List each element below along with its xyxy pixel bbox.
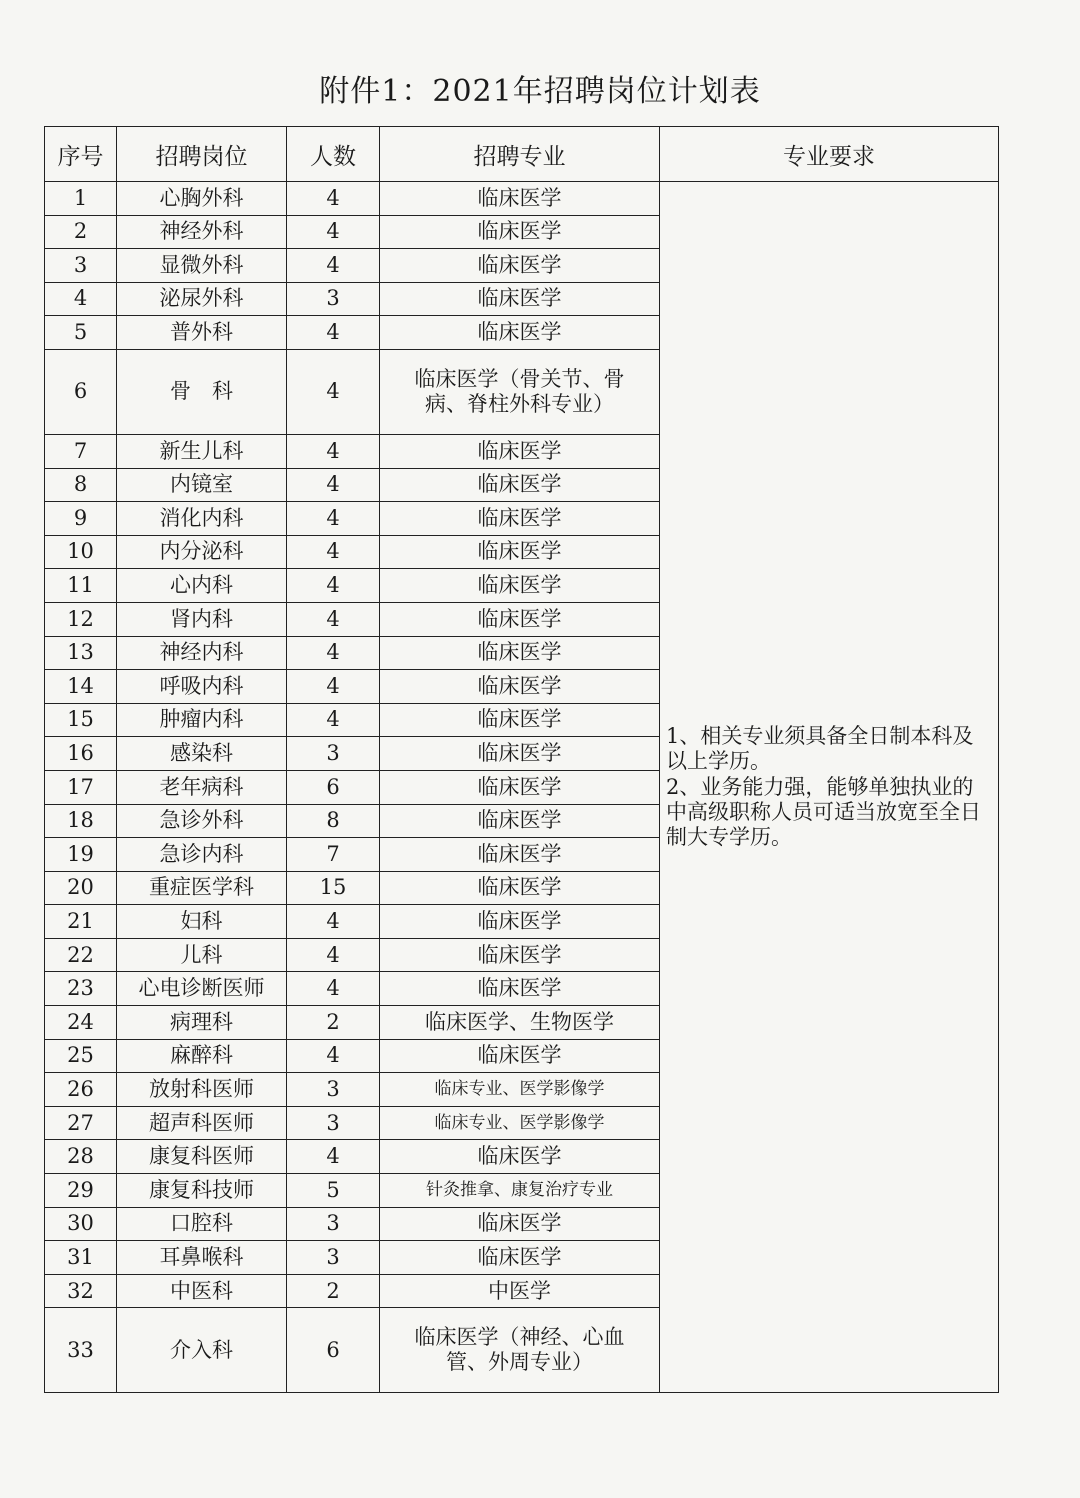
count-cell: 15 — [287, 871, 380, 905]
count-cell: 6 — [287, 770, 380, 804]
post-cell: 中医科 — [117, 1274, 287, 1308]
post-cell: 老年病科 — [117, 770, 287, 804]
major-cell: 临床医学 — [380, 602, 660, 636]
serial-cell: 33 — [45, 1308, 117, 1393]
count-cell: 4 — [287, 502, 380, 536]
serial-cell: 1 — [45, 182, 117, 216]
post-cell: 口腔科 — [117, 1207, 287, 1241]
serial-cell: 19 — [45, 838, 117, 872]
count-cell: 3 — [287, 1073, 380, 1107]
post-cell: 普外科 — [117, 316, 287, 350]
serial-cell: 21 — [45, 905, 117, 939]
count-cell: 2 — [287, 1006, 380, 1040]
post-cell: 内镜室 — [117, 468, 287, 502]
count-cell: 4 — [287, 249, 380, 283]
post-cell: 急诊内科 — [117, 838, 287, 872]
count-cell: 4 — [287, 468, 380, 502]
requirement-item: 1、相关专业须具备全日制本科及以上学历。 — [666, 724, 974, 774]
major-cell: 临床医学 — [380, 1207, 660, 1241]
count-cell: 4 — [287, 215, 380, 249]
post-cell: 康复科技师 — [117, 1174, 287, 1208]
post-cell: 神经外科 — [117, 215, 287, 249]
header-count: 人数 — [287, 127, 380, 182]
post-cell: 介入科 — [117, 1308, 287, 1393]
count-cell: 4 — [287, 636, 380, 670]
serial-cell: 5 — [45, 316, 117, 350]
serial-cell: 24 — [45, 1006, 117, 1040]
count-cell: 4 — [287, 1140, 380, 1174]
header-requirements: 专业要求 — [660, 127, 999, 182]
count-cell: 4 — [287, 535, 380, 569]
table-body — [45, 182, 999, 1393]
serial-cell: 7 — [45, 434, 117, 468]
major-cell: 临床医学 — [380, 1241, 660, 1275]
major-cell: 临床医学（骨关节、骨病、脊柱外科专业） — [380, 349, 660, 434]
count-cell: 4 — [287, 670, 380, 704]
serial-cell: 15 — [45, 703, 117, 737]
major-cell: 临床医学（神经、心血管、外周专业） — [380, 1308, 660, 1393]
serial-cell: 32 — [45, 1274, 117, 1308]
count-cell: 3 — [287, 1106, 380, 1140]
serial-cell: 13 — [45, 636, 117, 670]
post-cell: 感染科 — [117, 737, 287, 771]
post-cell: 超声科医师 — [117, 1106, 287, 1140]
serial-cell: 8 — [45, 468, 117, 502]
serial-cell: 16 — [45, 737, 117, 771]
serial-cell: 12 — [45, 602, 117, 636]
post-cell: 消化内科 — [117, 502, 287, 536]
count-cell: 4 — [287, 434, 380, 468]
major-cell: 临床医学 — [380, 502, 660, 536]
post-cell: 妇科 — [117, 905, 287, 939]
post-cell: 肾内科 — [117, 602, 287, 636]
serial-cell: 23 — [45, 972, 117, 1006]
count-cell: 4 — [287, 182, 380, 216]
major-cell: 临床医学 — [380, 972, 660, 1006]
table-header-row — [45, 127, 999, 182]
header-post: 招聘岗位 — [117, 127, 287, 182]
major-cell: 临床医学 — [380, 670, 660, 704]
serial-cell: 10 — [45, 535, 117, 569]
count-cell: 4 — [287, 703, 380, 737]
header-serial: 序号 — [45, 127, 117, 182]
serial-cell: 29 — [45, 1174, 117, 1208]
count-cell: 3 — [287, 1207, 380, 1241]
count-cell: 3 — [287, 282, 380, 316]
serial-cell: 30 — [45, 1207, 117, 1241]
post-cell: 耳鼻喉科 — [117, 1241, 287, 1275]
major-cell: 临床医学 — [380, 938, 660, 972]
count-cell: 4 — [287, 569, 380, 603]
serial-cell: 3 — [45, 249, 117, 283]
major-cell: 临床医学 — [380, 282, 660, 316]
serial-cell: 18 — [45, 804, 117, 838]
major-cell: 临床医学 — [380, 182, 660, 216]
major-cell: 临床医学 — [380, 703, 660, 737]
post-cell: 神经内科 — [117, 636, 287, 670]
serial-cell: 22 — [45, 938, 117, 972]
major-cell: 临床医学 — [380, 1039, 660, 1073]
post-cell: 显微外科 — [117, 249, 287, 283]
major-cell: 临床医学 — [380, 468, 660, 502]
post-cell: 重症医学科 — [117, 871, 287, 905]
major-cell: 临床医学 — [380, 737, 660, 771]
major-cell: 临床医学 — [380, 838, 660, 872]
count-cell: 6 — [287, 1308, 380, 1393]
requirements-cell — [660, 182, 999, 1393]
major-cell: 临床专业、医学影像学 — [380, 1073, 660, 1107]
count-cell: 4 — [287, 349, 380, 434]
serial-cell: 17 — [45, 770, 117, 804]
serial-cell: 25 — [45, 1039, 117, 1073]
count-cell: 8 — [287, 804, 380, 838]
count-cell: 7 — [287, 838, 380, 872]
serial-cell: 14 — [45, 670, 117, 704]
serial-cell: 9 — [45, 502, 117, 536]
post-cell: 心电诊断医师 — [117, 972, 287, 1006]
count-cell: 3 — [287, 1241, 380, 1275]
header-major: 招聘专业 — [380, 127, 660, 182]
post-cell: 肿瘤内科 — [117, 703, 287, 737]
major-cell: 临床专业、医学影像学 — [380, 1106, 660, 1140]
post-cell: 病理科 — [117, 1006, 287, 1040]
serial-cell: 31 — [45, 1241, 117, 1275]
post-cell: 新生儿科 — [117, 434, 287, 468]
post-cell: 泌尿外科 — [117, 282, 287, 316]
post-cell: 内分泌科 — [117, 535, 287, 569]
count-cell: 4 — [287, 972, 380, 1006]
count-cell: 4 — [287, 938, 380, 972]
serial-cell: 26 — [45, 1073, 117, 1107]
serial-cell: 6 — [45, 349, 117, 434]
count-cell: 4 — [287, 316, 380, 350]
major-cell: 临床医学、生物医学 — [380, 1006, 660, 1040]
post-cell: 心胸外科 — [117, 182, 287, 216]
major-cell: 临床医学 — [380, 535, 660, 569]
requirement-item: 2、业务能力强，能够单独执业的中高级职称人员可适当放宽至全日制大专学历。 — [666, 774, 981, 849]
major-cell: 临床医学 — [380, 905, 660, 939]
count-cell: 3 — [287, 737, 380, 771]
serial-cell: 28 — [45, 1140, 117, 1174]
count-cell: 2 — [287, 1274, 380, 1308]
post-cell: 急诊外科 — [117, 804, 287, 838]
major-cell: 临床医学 — [380, 770, 660, 804]
major-cell: 临床医学 — [380, 215, 660, 249]
post-cell: 骨 科 — [117, 349, 287, 434]
major-cell: 临床医学 — [380, 249, 660, 283]
post-cell: 心内科 — [117, 569, 287, 603]
major-cell: 临床医学 — [380, 569, 660, 603]
document-title: 附件1：2021年招聘岗位计划表 — [319, 74, 761, 109]
serial-cell: 4 — [45, 282, 117, 316]
post-cell: 儿科 — [117, 938, 287, 972]
major-cell: 针灸推拿、康复治疗专业 — [380, 1174, 660, 1208]
major-cell: 临床医学 — [380, 1140, 660, 1174]
count-cell: 5 — [287, 1174, 380, 1208]
major-cell: 临床医学 — [380, 316, 660, 350]
post-cell: 呼吸内科 — [117, 670, 287, 704]
post-cell: 放射科医师 — [117, 1073, 287, 1107]
post-cell: 康复科医师 — [117, 1140, 287, 1174]
count-cell: 4 — [287, 905, 380, 939]
major-cell: 临床医学 — [380, 804, 660, 838]
recruitment-plan-table — [44, 126, 999, 1393]
major-cell: 临床医学 — [380, 434, 660, 468]
post-cell: 麻醉科 — [117, 1039, 287, 1073]
table-row — [45, 182, 999, 216]
count-cell: 4 — [287, 602, 380, 636]
serial-cell: 27 — [45, 1106, 117, 1140]
serial-cell: 2 — [45, 215, 117, 249]
serial-cell: 11 — [45, 569, 117, 603]
serial-cell: 20 — [45, 871, 117, 905]
major-cell: 临床医学 — [380, 636, 660, 670]
major-cell: 中医学 — [380, 1274, 660, 1308]
count-cell: 4 — [287, 1039, 380, 1073]
major-cell: 临床医学 — [380, 871, 660, 905]
